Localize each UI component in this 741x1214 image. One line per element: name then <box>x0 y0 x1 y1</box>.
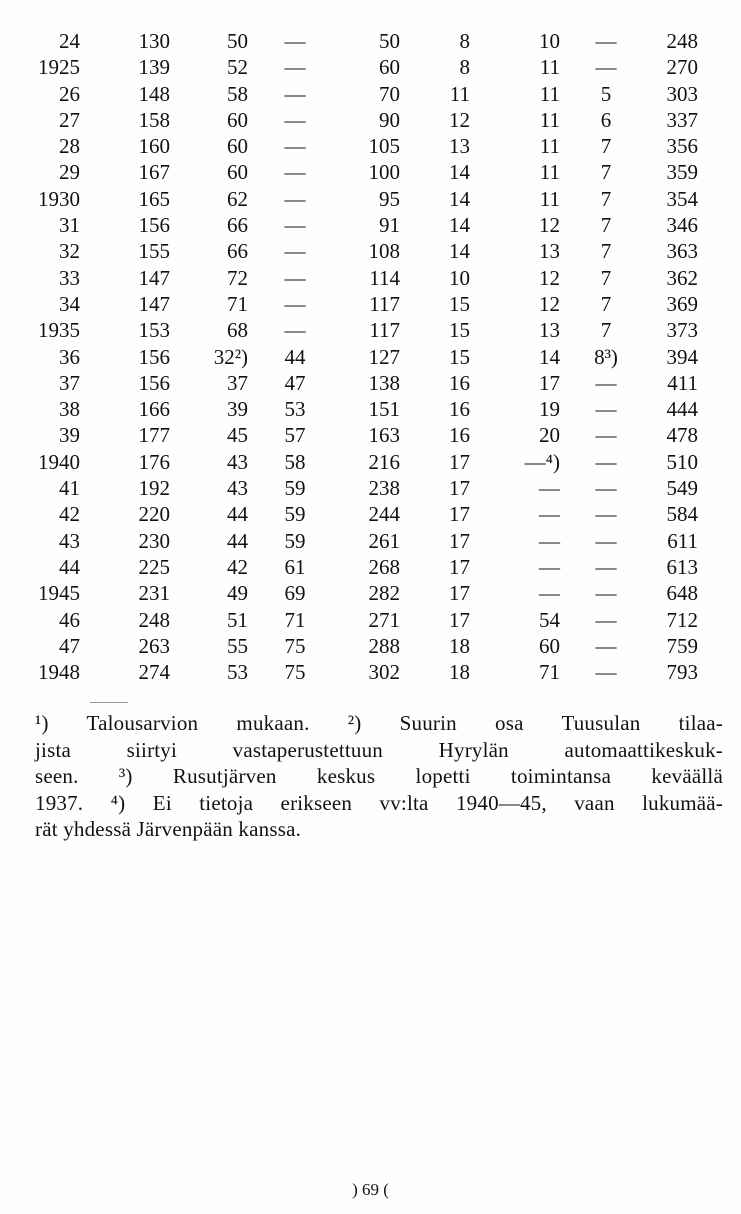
total-cell: 369 <box>666 291 698 316</box>
col-4-cell: 90 <box>379 107 400 132</box>
year-cell: 33 <box>59 265 80 290</box>
col-6-cell: 13 <box>539 318 560 343</box>
col-2-cell: 43 <box>227 476 248 501</box>
col-3-cell: 71 <box>284 607 306 632</box>
col-7-cell: — <box>595 449 617 474</box>
col-2-cell: 68 <box>227 318 248 343</box>
total-cell: 648 <box>666 581 698 606</box>
col-3-cell: 58 <box>284 449 306 474</box>
table-row <box>0 212 741 238</box>
table-row <box>0 107 741 133</box>
col-2-cell: 45 <box>227 423 248 448</box>
col-7-cell: — <box>595 29 617 53</box>
table-row <box>0 344 741 370</box>
col-5-cell: 12 <box>449 107 470 132</box>
col-4-cell: 138 <box>368 370 400 395</box>
table-row <box>0 633 741 659</box>
col-2-cell: 62 <box>227 186 248 211</box>
col-1-cell: 148 <box>138 81 170 106</box>
col-5-cell: 17 <box>449 476 470 501</box>
col-4-cell: 216 <box>368 449 400 474</box>
col-1-cell: 153 <box>138 318 170 343</box>
total-cell: 373 <box>666 318 698 343</box>
year-cell: 41 <box>59 476 80 501</box>
col-7-cell: — <box>595 633 617 658</box>
col-3-cell: — <box>284 318 306 343</box>
total-cell: 303 <box>666 81 698 106</box>
col-1-cell: 158 <box>138 107 170 132</box>
col-1-cell: 274 <box>138 660 170 685</box>
total-cell: 354 <box>666 186 698 211</box>
table-row <box>0 370 741 396</box>
col-2-cell: 60 <box>227 107 248 132</box>
col-4-cell: 100 <box>368 160 400 185</box>
col-6-cell: 14 <box>539 344 560 369</box>
total-cell: 394 <box>666 344 698 369</box>
col-7-cell: 7 <box>600 239 612 264</box>
total-cell: 337 <box>666 107 698 132</box>
year-cell: 42 <box>59 502 80 527</box>
col-5-cell: 8 <box>459 55 470 80</box>
col-4-cell: 268 <box>368 554 400 579</box>
footnote-rule <box>90 702 128 703</box>
col-4-cell: 288 <box>368 633 400 658</box>
col-5-cell: 11 <box>449 81 470 106</box>
year-cell: 26 <box>59 81 80 106</box>
year-cell: 38 <box>59 397 80 422</box>
col-6-cell: — <box>539 502 560 527</box>
col-7-cell: 7 <box>600 213 612 238</box>
col-1-cell: 230 <box>138 528 170 553</box>
total-cell: 362 <box>666 265 698 290</box>
col-6-cell: 11 <box>539 55 560 80</box>
col-6-cell: 60 <box>539 633 560 658</box>
col-1-cell: 156 <box>138 370 170 395</box>
col-7-cell: — <box>595 660 617 685</box>
col-3-cell: 61 <box>284 554 306 579</box>
col-5-cell: 14 <box>449 160 470 185</box>
col-5-cell: 14 <box>449 186 470 211</box>
col-5-cell: 17 <box>449 449 470 474</box>
col-2-cell: 58 <box>227 81 248 106</box>
col-7-cell: — <box>595 397 617 422</box>
col-1-cell: 130 <box>138 29 170 53</box>
col-5-cell: 17 <box>449 581 470 606</box>
col-2-cell: 60 <box>227 134 248 159</box>
total-cell: 363 <box>666 239 698 264</box>
total-cell: 510 <box>666 449 698 474</box>
col-3-cell: — <box>284 134 306 159</box>
table-row <box>0 54 741 80</box>
col-4-cell: 282 <box>368 581 400 606</box>
year-cell: 47 <box>59 633 80 658</box>
col-6-cell: 11 <box>539 81 560 106</box>
table-row <box>0 580 741 606</box>
col-7-cell: 7 <box>600 160 612 185</box>
col-2-cell: 53 <box>227 660 248 685</box>
total-cell: 584 <box>666 502 698 527</box>
col-7-cell: 8³) <box>594 344 618 369</box>
page-number: ) 69 ( <box>352 1180 389 1199</box>
year-cell: 46 <box>59 607 80 632</box>
col-4-cell: 70 <box>379 81 400 106</box>
table-row <box>0 501 741 527</box>
col-6-cell: 11 <box>539 134 560 159</box>
col-5-cell: 8 <box>459 29 470 53</box>
col-6-cell: 12 <box>539 291 560 316</box>
col-2-cell: 60 <box>227 160 248 185</box>
col-4-cell: 163 <box>368 423 400 448</box>
table-row <box>0 238 741 264</box>
col-2-cell: 49 <box>227 581 248 606</box>
col-1-cell: 225 <box>138 554 170 579</box>
total-cell: 759 <box>666 633 698 658</box>
col-3-cell: 53 <box>284 397 306 422</box>
col-5-cell: 17 <box>449 502 470 527</box>
col-1-cell: 139 <box>138 55 170 80</box>
col-1-cell: 166 <box>138 397 170 422</box>
table-row <box>0 291 741 317</box>
col-4-cell: 127 <box>368 344 400 369</box>
col-7-cell: 6 <box>600 107 612 132</box>
col-2-cell: 44 <box>227 502 248 527</box>
year-cell: 28 <box>59 134 80 159</box>
year-cell: 1948 <box>38 660 80 685</box>
col-1-cell: 167 <box>138 160 170 185</box>
col-3-cell: 47 <box>284 370 306 395</box>
col-7-cell: — <box>595 370 617 395</box>
col-5-cell: 15 <box>449 318 470 343</box>
col-3-cell: 59 <box>284 502 306 527</box>
col-6-cell: 11 <box>539 107 560 132</box>
col-2-cell: 72 <box>227 265 248 290</box>
col-6-cell: — <box>539 528 560 553</box>
col-5-cell: 18 <box>449 633 470 658</box>
table-row <box>0 81 741 107</box>
year-cell: 43 <box>59 528 80 553</box>
col-4-cell: 302 <box>368 660 400 685</box>
footnote-line: seen. ³) Rusutjärven keskus lopetti toimintansa keväällä <box>35 764 723 788</box>
col-7-cell: 7 <box>600 134 612 159</box>
col-3-cell: 75 <box>284 660 306 685</box>
col-7-cell: — <box>595 423 617 448</box>
col-7-cell: — <box>595 554 617 579</box>
col-6-cell: 12 <box>539 265 560 290</box>
table-row <box>0 265 741 291</box>
col-7-cell: — <box>595 502 617 527</box>
col-3-cell: — <box>284 186 306 211</box>
col-5-cell: 17 <box>449 554 470 579</box>
total-cell: 793 <box>666 660 698 685</box>
col-1-cell: 156 <box>138 213 170 238</box>
col-2-cell: 66 <box>227 213 248 238</box>
table-row <box>0 554 741 580</box>
col-1-cell: 155 <box>138 239 170 264</box>
col-5-cell: 18 <box>449 660 470 685</box>
year-cell: 24 <box>59 29 80 53</box>
col-6-cell: 19 <box>539 397 560 422</box>
col-3-cell: — <box>284 107 306 132</box>
table-row <box>0 317 741 343</box>
col-3-cell: 59 <box>284 528 306 553</box>
col-3-cell: — <box>284 81 306 106</box>
total-cell: 270 <box>666 55 698 80</box>
col-2-cell: 42 <box>227 554 248 579</box>
col-2-cell: 71 <box>227 291 248 316</box>
col-4-cell: 244 <box>368 502 400 527</box>
col-2-cell: 32²) <box>213 344 248 369</box>
col-2-cell: 43 <box>227 449 248 474</box>
col-4-cell: 238 <box>368 476 400 501</box>
col-5-cell: 16 <box>449 397 470 422</box>
col-4-cell: 114 <box>369 265 400 290</box>
year-cell: 39 <box>59 423 80 448</box>
col-4-cell: 261 <box>368 528 400 553</box>
year-cell: 29 <box>59 160 80 185</box>
table-row <box>0 475 741 501</box>
col-4-cell: 50 <box>379 29 400 53</box>
total-cell: 346 <box>666 213 698 238</box>
col-2-cell: 51 <box>227 607 248 632</box>
table-row <box>0 422 741 448</box>
col-6-cell: 11 <box>539 186 560 211</box>
col-3-cell: 59 <box>284 476 306 501</box>
col-7-cell: 7 <box>600 291 612 316</box>
col-1-cell: 192 <box>138 476 170 501</box>
total-cell: 613 <box>666 554 698 579</box>
col-7-cell: — <box>595 581 617 606</box>
year-cell: 36 <box>59 344 80 369</box>
col-4-cell: 151 <box>368 397 400 422</box>
col-1-cell: 165 <box>138 186 170 211</box>
col-6-cell: — <box>539 554 560 579</box>
col-1-cell: 147 <box>138 265 170 290</box>
col-4-cell: 117 <box>369 291 400 316</box>
table-row <box>0 528 741 554</box>
total-cell: 712 <box>666 607 698 632</box>
col-6-cell: 12 <box>539 213 560 238</box>
col-6-cell: — <box>539 581 560 606</box>
footnote-line: jista siirtyi vastaperustettuun Hyrylän automaattikeskuk- <box>35 737 723 762</box>
col-4-cell: 105 <box>368 134 400 159</box>
col-2-cell: 50 <box>227 29 248 53</box>
col-3-cell: — <box>284 239 306 264</box>
table-row <box>0 28 741 54</box>
col-5-cell: 16 <box>449 370 470 395</box>
col-3-cell: — <box>284 213 306 238</box>
col-7-cell: — <box>595 55 617 80</box>
year-cell: 34 <box>59 291 80 316</box>
year-cell: 37 <box>59 370 80 395</box>
total-cell: 356 <box>666 134 698 159</box>
col-5-cell: 17 <box>449 528 470 553</box>
col-3-cell: 57 <box>284 423 306 448</box>
col-5-cell: 15 <box>449 344 470 369</box>
year-cell: 1930 <box>38 186 80 211</box>
col-6-cell: — <box>539 476 560 501</box>
footnotes <box>35 710 723 843</box>
col-6-cell: 20 <box>539 423 560 448</box>
col-3-cell: — <box>284 265 306 290</box>
table-row <box>0 449 741 475</box>
total-cell: 411 <box>667 370 698 395</box>
table-row <box>0 186 741 212</box>
total-cell: 611 <box>667 528 698 553</box>
total-cell: 359 <box>666 160 698 185</box>
col-1-cell: 231 <box>138 581 170 606</box>
year-cell: 1945 <box>38 581 80 606</box>
col-4-cell: 95 <box>379 186 400 211</box>
col-7-cell: 7 <box>600 318 612 343</box>
year-cell: 31 <box>59 213 80 238</box>
total-cell: 248 <box>666 29 698 53</box>
col-1-cell: 248 <box>138 607 170 632</box>
table-row <box>0 607 741 633</box>
col-1-cell: 263 <box>138 633 170 658</box>
col-1-cell: 147 <box>138 291 170 316</box>
footnote-line: ¹) Talousarvion mukaan. ²) Suurin osa Tuusulan tilaa- <box>35 711 723 735</box>
col-2-cell: 39 <box>227 397 248 422</box>
col-7-cell: 5 <box>600 81 612 106</box>
col-6-cell: 17 <box>539 370 560 395</box>
col-2-cell: 44 <box>227 528 248 553</box>
col-7-cell: — <box>595 528 617 553</box>
col-1-cell: 160 <box>138 134 170 159</box>
col-6-cell: 54 <box>539 607 560 632</box>
col-3-cell: 75 <box>284 633 306 658</box>
col-6-cell: 11 <box>539 160 560 185</box>
col-3-cell: — <box>284 29 306 53</box>
col-4-cell: 271 <box>368 607 400 632</box>
col-3-cell: — <box>284 291 306 316</box>
col-2-cell: 37 <box>227 370 248 395</box>
col-5-cell: 14 <box>449 213 470 238</box>
col-5-cell: 17 <box>449 607 470 632</box>
col-6-cell: 13 <box>539 239 560 264</box>
col-4-cell: 91 <box>379 213 400 238</box>
table-row <box>0 659 741 685</box>
year-cell: 1935 <box>38 318 80 343</box>
col-7-cell: — <box>595 476 617 501</box>
table-row <box>0 396 741 422</box>
col-3-cell: — <box>284 55 306 80</box>
col-2-cell: 52 <box>227 55 248 80</box>
col-4-cell: 108 <box>368 239 400 264</box>
col-6-cell: —⁴) <box>524 449 560 474</box>
year-cell: 1925 <box>38 55 80 80</box>
col-2-cell: 55 <box>227 633 248 658</box>
col-5-cell: 10 <box>449 265 470 290</box>
col-1-cell: 177 <box>138 423 170 448</box>
table-row <box>0 159 741 185</box>
col-6-cell: 71 <box>539 660 560 685</box>
year-cell: 27 <box>59 107 80 132</box>
col-5-cell: 15 <box>449 291 470 316</box>
col-3-cell: 69 <box>284 581 306 606</box>
total-cell: 444 <box>666 397 698 422</box>
col-4-cell: 117 <box>369 318 400 343</box>
col-7-cell: 7 <box>600 265 612 290</box>
col-5-cell: 16 <box>449 423 470 448</box>
col-1-cell: 156 <box>138 344 170 369</box>
col-3-cell: — <box>284 160 306 185</box>
col-4-cell: 60 <box>379 55 400 80</box>
col-1-cell: 220 <box>138 502 170 527</box>
data-table <box>0 28 741 685</box>
year-cell: 44 <box>59 554 80 579</box>
col-5-cell: 13 <box>449 134 470 159</box>
footnote-line: rät yhdessä Järvenpään kanssa. <box>35 817 302 841</box>
total-cell: 549 <box>666 476 698 501</box>
total-cell: 478 <box>666 423 698 448</box>
col-7-cell: 7 <box>600 186 612 211</box>
table-row <box>0 133 741 159</box>
year-cell: 1940 <box>38 449 80 474</box>
col-2-cell: 66 <box>227 239 248 264</box>
year-cell: 32 <box>59 239 80 264</box>
col-3-cell: 44 <box>284 344 306 369</box>
col-7-cell: — <box>595 607 617 632</box>
col-5-cell: 14 <box>449 239 470 264</box>
col-1-cell: 176 <box>138 449 170 474</box>
col-6-cell: 10 <box>539 29 560 53</box>
footnote-line: 1937. ⁴) Ei tietoja erikseen vv:lta 1940—45, vaan lukumää- <box>35 790 723 815</box>
